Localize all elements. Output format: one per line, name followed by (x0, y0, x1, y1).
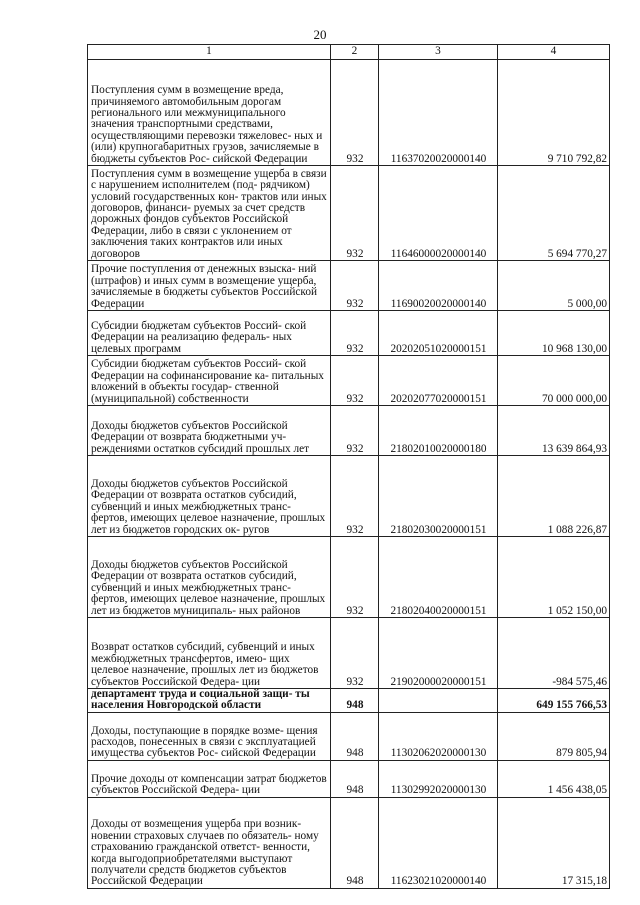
row-kbk: 20202077020000151 (379, 356, 498, 406)
row-code: 948 (331, 689, 379, 713)
row-kbk (379, 689, 498, 713)
revenue-table (87, 44, 610, 889)
table-row (88, 311, 610, 356)
table-row (88, 760, 610, 797)
row-name: Доходы от возмещения ущерба при возник- новении страховых случаев по обязатель- ному страхованию гражданской ответст- венности, когда выгодоприобретателями выступают получатели средств бюджетов субъектов Российской Федерации (88, 797, 331, 888)
row-amount: -984 575,46 (498, 618, 610, 689)
row-kbk: 20202051020000151 (379, 311, 498, 356)
row-amount: 17 315,18 (498, 797, 610, 888)
row-code: 948 (331, 712, 379, 760)
row-code: 932 (331, 311, 379, 356)
row-kbk: 21802040020000151 (379, 537, 498, 618)
table-row (88, 166, 610, 261)
table-row (88, 456, 610, 537)
row-kbk: 11623021020000140 (379, 797, 498, 888)
row-name: департамент труда и социальной защи- ты населения Новгородской области (88, 689, 331, 713)
row-amount: 10 968 130,00 (498, 311, 610, 356)
row-code: 932 (331, 60, 379, 166)
row-code: 932 (331, 618, 379, 689)
row-name: Доходы бюджетов субъектов Российской Федерации от возврата бюджетными уч- реждениями остатков субсидий прошлых лет (88, 406, 331, 456)
row-name: Возврат остатков субсидий, субвенций и иных межбюджетных трансфертов, имею- щих целевое назначение, прошлых лет из бюджетов субъектов Российской Федера- ции (88, 618, 331, 689)
row-name: Доходы, поступающие в порядке возме- щения расходов, понесенных в связи с эксплуатацией имущества субъектов Рос- сийской Федерации (88, 712, 331, 760)
header-col-3: 3 (379, 45, 498, 60)
row-code: 932 (331, 406, 379, 456)
row-kbk: 21902000020000151 (379, 618, 498, 689)
table-row (88, 797, 610, 888)
table-row (88, 712, 610, 760)
row-kbk: 11646000020000140 (379, 166, 498, 261)
row-name: Поступления сумм в возмещение ущерба в связи с нарушением исполнителем (под- рядчиком) условий государственных кон- трактов или иных договоров, финанси- руемых за счет средств дорожных фондов субъектов Российской Федерации, либо в связи с уклонением от заключения таких контрактов или иных договоров (88, 166, 331, 261)
row-code: 948 (331, 760, 379, 797)
row-kbk: 11690020020000140 (379, 261, 498, 311)
header-col-1: 1 (88, 45, 331, 60)
row-code: 932 (331, 166, 379, 261)
table-header-row (88, 45, 610, 60)
row-code: 932 (331, 537, 379, 618)
header-col-4: 4 (498, 45, 610, 60)
row-name: Поступления сумм в возмещение вреда, причиняемого автомобильным дорогам регионального или межмуниципального значения транспортными средствами, осуществляющими перевозки тяжеловес- ных и (или) крупногабаритных грузов, зачисляемые в бюджеты субъектов Рос- сийской Федерации (88, 60, 331, 166)
table-row (88, 356, 610, 406)
table-row (88, 618, 610, 689)
row-kbk: 11302062020000130 (379, 712, 498, 760)
row-amount: 1 088 226,87 (498, 456, 610, 537)
row-kbk: 11637020020000140 (379, 60, 498, 166)
row-amount: 879 805,94 (498, 712, 610, 760)
row-amount: 649 155 766,53 (498, 689, 610, 713)
row-amount: 13 639 864,93 (498, 406, 610, 456)
row-amount: 9 710 792,82 (498, 60, 610, 166)
row-name: Субсидии бюджетам субъектов Россий- ской Федерации на софинансирование ка- питальных вложений в объекты государ- ственной (муниципальной) собственности (88, 356, 331, 406)
row-kbk: 11302992020000130 (379, 760, 498, 797)
row-name: Доходы бюджетов субъектов Российской Федерации от возврата остатков субсидий, субвенций и иных межбюджетных транс- фертов, имеющих целевое назначение, прошлых лет из бюджетов городских ок- ругов (88, 456, 331, 537)
row-kbk: 21802030020000151 (379, 456, 498, 537)
row-amount: 5 694 770,27 (498, 166, 610, 261)
row-code: 948 (331, 797, 379, 888)
header-col-2: 2 (331, 45, 379, 60)
row-code: 932 (331, 261, 379, 311)
row-name: Прочие поступления от денежных взыска- ний (штрафов) и иных сумм в возмещение ущерба, зачисляемые в бюджеты субъектов Российской Федерации (88, 261, 331, 311)
row-name: Прочие доходы от компенсации затрат бюджетов субъектов Российской Федера- ции (88, 760, 331, 797)
table-row (88, 60, 610, 166)
table-row (88, 537, 610, 618)
row-amount: 1 052 150,00 (498, 537, 610, 618)
row-code: 932 (331, 456, 379, 537)
page-number: 20 (313, 27, 327, 42)
row-code: 932 (331, 356, 379, 406)
row-name: Субсидии бюджетам субъектов Россий- ской Федерации на реализацию федераль- ных целевых программ (88, 311, 331, 356)
table-row (88, 406, 610, 456)
row-kbk: 21802010020000180 (379, 406, 498, 456)
table-row (88, 261, 610, 311)
table-row (88, 689, 610, 713)
row-amount: 70 000 000,00 (498, 356, 610, 406)
row-amount: 1 456 438,05 (498, 760, 610, 797)
row-name: Доходы бюджетов субъектов Российской Федерации от возврата остатков субсидий, субвенций и иных межбюджетных транс- фертов, имеющих целевое назначение, прошлых лет из бюджетов муниципаль- ных районов (88, 537, 331, 618)
row-amount: 5 000,00 (498, 261, 610, 311)
